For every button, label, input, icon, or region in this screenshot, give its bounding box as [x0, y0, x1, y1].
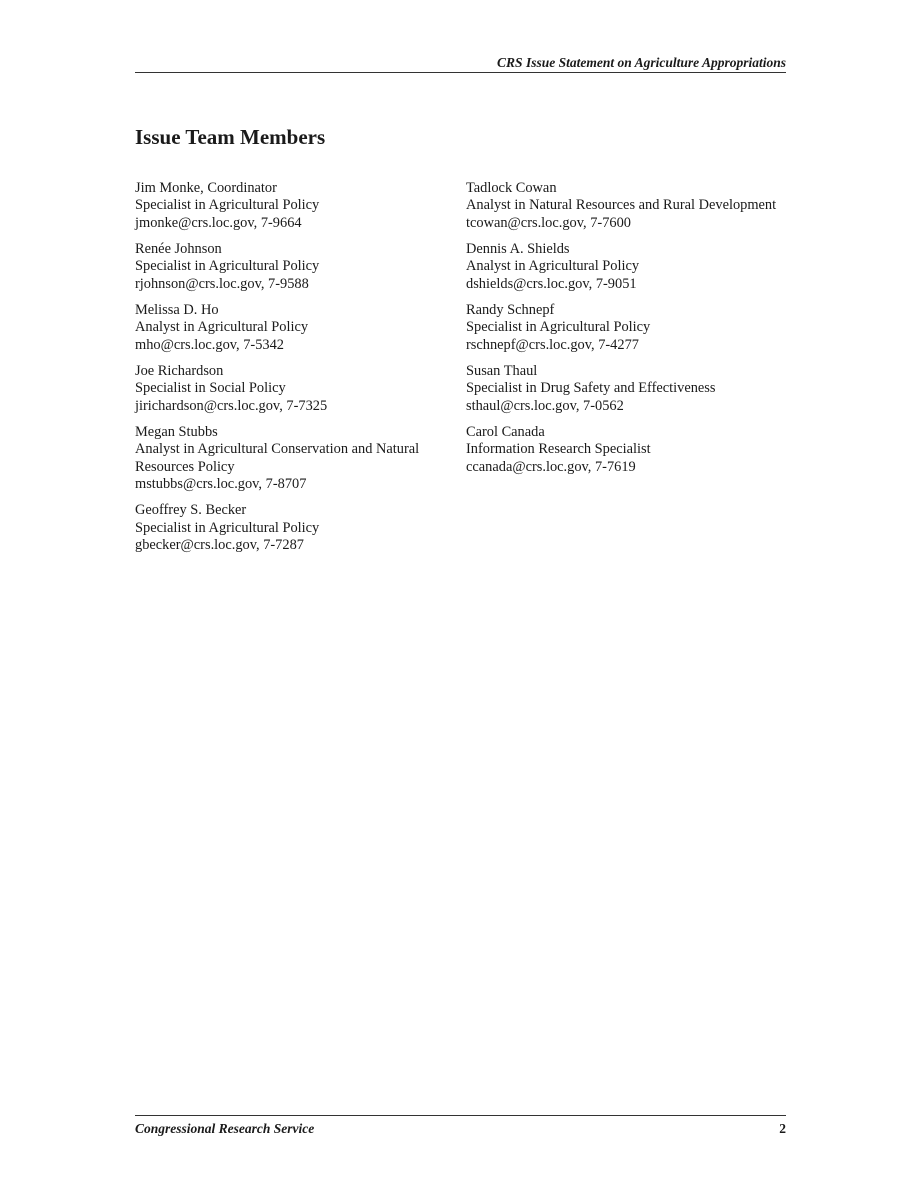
member-name: Carol Canada	[466, 424, 545, 441]
member-entry	[466, 241, 786, 293]
member-contact: jirichardson@crs.loc.gov, 7-7325	[135, 397, 328, 414]
member-name: Renée Johnson	[135, 241, 222, 258]
member-entry	[135, 180, 450, 232]
member-name: Megan Stubbs	[135, 424, 218, 441]
member-name: Melissa D. Ho	[135, 302, 219, 319]
member-entry	[466, 180, 786, 232]
member-name: Tadlock Cowan	[466, 180, 557, 196]
member-entry	[135, 363, 450, 415]
member-name: Jim Monke, Coordinator	[135, 180, 277, 196]
running-footer	[135, 1115, 786, 1140]
member-contact: sthaul@crs.loc.gov, 7-0562	[466, 397, 624, 414]
member-entry	[135, 424, 450, 494]
member-title: Specialist in Drug Safety and Effectiveness	[466, 380, 716, 397]
member-title: Analyst in Agricultural Conservation and Natural Resources Policy	[135, 441, 420, 475]
member-entry	[135, 302, 450, 354]
member-contact: dshields@crs.loc.gov, 7-9051	[466, 275, 637, 292]
member-entry	[135, 241, 450, 293]
member-name: Susan Thaul	[466, 363, 538, 380]
member-name: Randy Schnepf	[466, 302, 555, 319]
member-contact: gbecker@crs.loc.gov, 7-7287	[135, 537, 304, 554]
running-header-title: CRS Issue Statement on Agriculture Appropriations	[497, 55, 786, 70]
member-title: Information Research Specialist	[466, 441, 651, 458]
member-title: Analyst in Agricultural Policy	[135, 319, 309, 336]
member-contact: ccanada@crs.loc.gov, 7-7619	[466, 458, 636, 475]
member-entry	[135, 502, 450, 554]
member-title: Specialist in Agricultural Policy	[135, 258, 320, 275]
member-entry	[466, 363, 786, 415]
member-name: Dennis A. Shields	[466, 241, 570, 258]
member-title: Specialist in Social Policy	[135, 380, 286, 397]
member-contact: rjohnson@crs.loc.gov, 7-9588	[135, 275, 309, 292]
member-contact: mstubbs@crs.loc.gov, 7-8707	[135, 476, 307, 493]
member-contact: jmonke@crs.loc.gov, 7-9664	[135, 214, 302, 231]
member-entry	[466, 302, 786, 354]
member-name: Joe Richardson	[135, 363, 224, 380]
member-entry	[466, 424, 786, 476]
page-number: 2	[779, 1121, 786, 1136]
running-header	[135, 55, 786, 73]
footer-organization: Congressional Research Service	[135, 1121, 315, 1136]
member-contact: tcowan@crs.loc.gov, 7-7600	[466, 214, 631, 231]
members-column-left	[135, 180, 450, 564]
member-title: Specialist in Agricultural Policy	[135, 197, 320, 214]
member-contact: rschnepf@crs.loc.gov, 7-4277	[466, 336, 639, 353]
member-contact: mho@crs.loc.gov, 7-5342	[135, 336, 285, 353]
member-title: Analyst in Agricultural Policy	[466, 258, 640, 275]
section-heading: Issue Team Members	[135, 125, 326, 149]
member-name: Geoffrey S. Becker	[135, 502, 247, 519]
member-title: Analyst in Natural Resources and Rural Development	[466, 197, 777, 214]
member-title: Specialist in Agricultural Policy	[135, 519, 320, 536]
members-column-right	[466, 180, 786, 485]
member-title: Specialist in Agricultural Policy	[466, 319, 651, 336]
